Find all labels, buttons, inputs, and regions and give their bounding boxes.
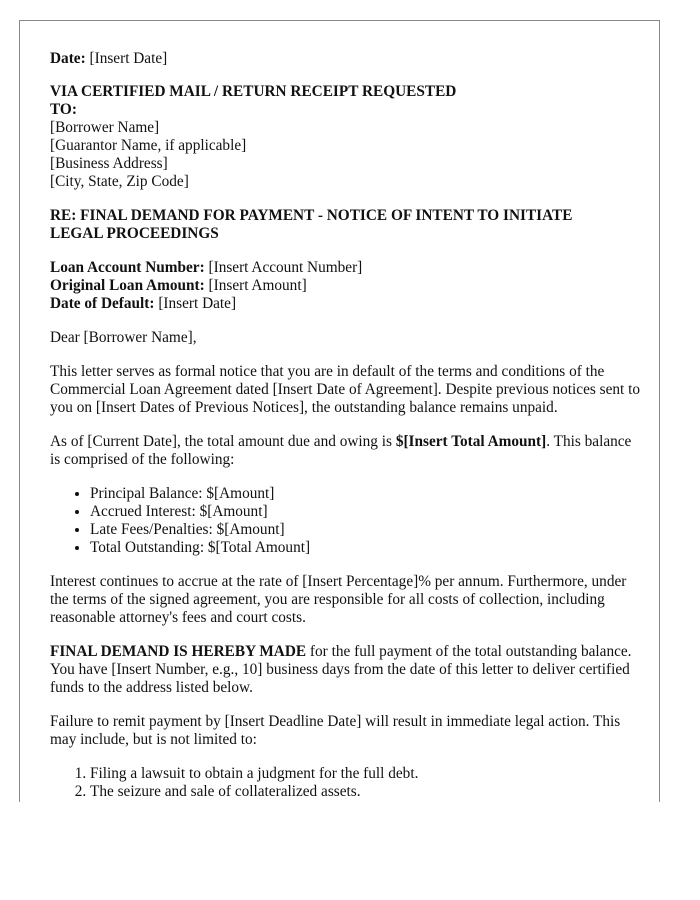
delivery-method: VIA CERTIFIED MAIL / RETURN RECEIPT REQUESTED: [50, 83, 457, 100]
subject-line: RE: FINAL DEMAND FOR PAYMENT - NOTICE OF INTENT TO INITIATE: [50, 207, 573, 224]
recipient-line: [Business Address]: [50, 155, 168, 172]
paragraph-failure: Failure to remit payment by [Insert Deadline Date] will result in immediate legal action. This may include, but is not limited to:: [50, 713, 621, 748]
recipient-line: [Borrower Name]: [50, 119, 160, 136]
list-item: 2. The seizure and sale of collateralized assets.: [90, 783, 640, 801]
legal-actions-list: [50, 765, 640, 801]
list-item: • Accrued Interest: $[Amount]: [90, 503, 640, 521]
date-label: Date:: [50, 50, 86, 67]
paragraph-interest: Interest continues to accrue at the rate of [Insert Percentage]% per annum. Furthermore, under the terms of the signed agreement, you are responsible for all costs of collection, including reasonable attorney's fees and court costs.: [50, 573, 627, 626]
salutation: Dear [Borrower Name],: [50, 329, 197, 346]
paragraph-default-notice: This letter serves as formal notice that you are in default of the terms and conditions of the Commercial Loan Agreement dated [Insert Date of Agreement]. Despite previous notices sent to you on [Insert Dates of Previous Notices], the outstanding balance remains unpaid.: [50, 363, 641, 416]
list-item: • Total Outstanding: $[Total Amount]: [90, 539, 640, 557]
paragraph-final-demand: FINAL DEMAND IS HEREBY MADE for the full payment of the total outstanding balance. You have [Insert Number, e.g., 10] business days from the date of this letter to deliver certified funds to the address listed below.: [50, 643, 632, 696]
letter-page: [19, 20, 660, 802]
letter-content: [50, 50, 640, 801]
date-line: [50, 50, 640, 68]
paragraph-total-due: As of [Current Date], the total amount due and owing is $[Insert Total Amount]. This balance is comprised of the following:: [50, 433, 632, 468]
balance-breakdown-list: [50, 485, 640, 557]
total-amount: $[Insert Total Amount]: [395, 433, 547, 450]
date-value: [Insert Date]: [89, 50, 168, 67]
date-of-default: Date of Default: [Insert Date]: [50, 295, 237, 312]
list-item: 1. Filing a lawsuit to obtain a judgment for the full debt.: [90, 765, 640, 783]
final-demand-emphasis: FINAL DEMAND IS HEREBY MADE: [50, 643, 307, 660]
to-label: TO:: [50, 101, 77, 118]
list-item: • Late Fees/Penalties: $[Amount]: [90, 521, 640, 539]
original-loan-amount: Original Loan Amount: [Insert Amount]: [50, 277, 307, 294]
list-item: • Principal Balance: $[Amount]: [90, 485, 640, 503]
loan-account-number: Loan Account Number: [Insert Account Number]: [50, 259, 363, 276]
recipient-line: [Guarantor Name, if applicable]: [50, 137, 247, 154]
recipient-line: [City, State, Zip Code]: [50, 173, 189, 190]
subject-line-2: LEGAL PROCEEDINGS: [50, 225, 219, 242]
